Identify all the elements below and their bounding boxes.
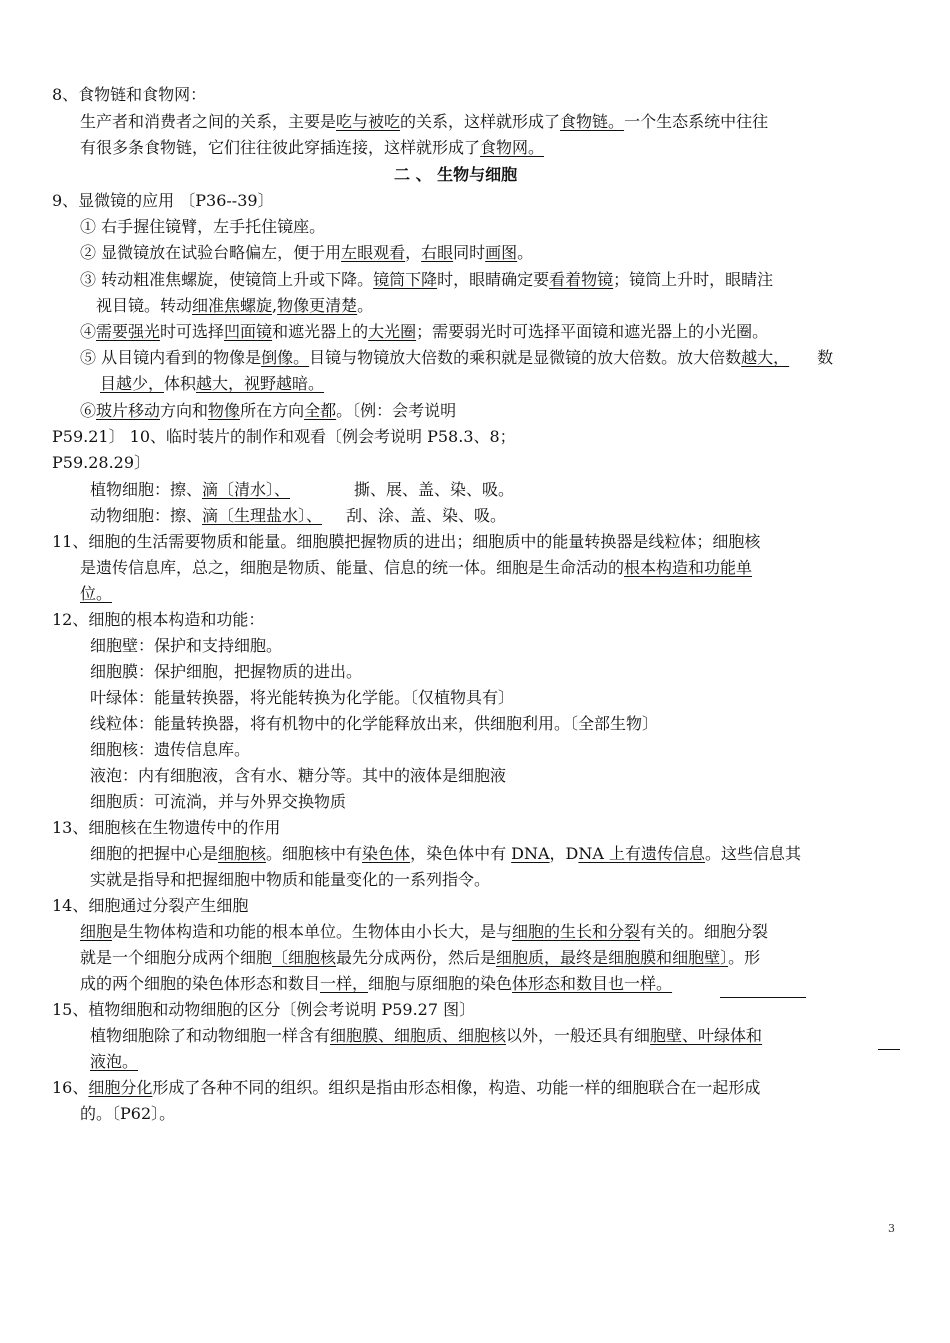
page-number: 3 — [888, 1222, 895, 1235]
paragraph-11-line-1: 11、细胞的生活需要物质和能量。细胞膜把握物质的进出；细胞质中的能量转换器是线粒体；细胞核 — [52, 532, 761, 551]
paragraph-14-line-2: 就是一个细胞分成两个细胞〔细胞核最先分成两份，然后是细胞质，最终是细胞膜和细胞壁〕。形 — [80, 948, 761, 967]
list-item: 细胞质：可流淌，并与外界交换物质 — [90, 792, 347, 811]
blank-underline — [720, 997, 806, 998]
plant-cell-steps: 植物细胞：擦、滴〔清水〕、 撕、展、盖、染、吸。 — [90, 480, 515, 499]
paragraph-15-line-2: 液泡。 — [90, 1052, 139, 1071]
list-item: 细胞核：遗传信息库。 — [90, 740, 251, 759]
paragraph-11-line-2: 是遗传信息库，总之，细胞是物质、能量、信息的统一体。细胞是生命活动的根本构造和功能单 — [80, 558, 753, 577]
heading-10-line-2: P59.28.29〕 — [52, 453, 151, 472]
heading-15: 15、植物细胞和动物细胞的区分〔例会考说明 P59.27 图〕 — [52, 1000, 476, 1019]
heading-12: 12、细胞的根本构造和功能： — [52, 610, 265, 629]
heading-9: 9、显微镜的应用 〔P36--39〕 — [52, 191, 274, 210]
item-9-5-line-2: 目越少，体积越大，视野越暗。 — [100, 374, 325, 393]
paragraph-13-line-2: 实就是指导和把握细胞中物质和能量变化的一系列指令。 — [90, 870, 491, 889]
heading-13: 13、细胞核在生物遗传中的作用 — [52, 818, 281, 837]
blank-underline — [878, 1049, 900, 1050]
list-item: 线粒体：能量转换器，将有机物中的化学能释放出来，供细胞利用。〔全部生物〕 — [90, 714, 659, 733]
paragraph-14-line-3: 成的两个细胞的染色体形态和数目一样，细胞与原细胞的染色体形态和数目也一样。 — [80, 974, 673, 993]
item-9-3-line-1: ③ 转动粗准焦螺旋，使镜筒上升或下降。镜筒下降时，眼睛确定要看着物镜；镜筒上升时，眼睛注 — [80, 270, 774, 289]
paragraph-11-line-3: 位。 — [80, 584, 113, 603]
item-9-4: ④需要强光时可选择凹面镜和遮光器上的大光圈；需要弱光时可选择平面镜和遮光器上的小光圈。 — [80, 322, 769, 341]
paragraph-13-line-1: 细胞的把握中心是细胞核。细胞核中有染色体，染色体中有 DNA，DNA 上有遗传信息。这些信息其 — [90, 844, 802, 863]
paragraph-8-line-1: 生产者和消费者之间的关系，主要是吃与被吃的关系，这样就形成了食物链。一个生态系统中往往 — [80, 112, 769, 131]
item-9-1: ① 右手握住镜臂，左手托住镜座。 — [80, 217, 326, 236]
list-item: 叶绿体：能量转换器，将光能转换为化学能。〔仅植物具有〕 — [90, 688, 515, 707]
item-9-6: ⑥玻片移动方向和物像所在方向全都。〔例：会考说明 — [80, 401, 457, 420]
list-item: 细胞膜：保护细胞，把握物质的进出。 — [90, 662, 363, 681]
item-9-5-line-1: ⑤ 从目镜内看到的物像是倒像。目镜与物镜放大倍数的乘积就是显微镜的放大倍数。放大倍数越大， 数 — [80, 348, 834, 367]
list-item: 细胞壁：保护和支持细胞。 — [90, 636, 283, 655]
item-9-2: ② 显微镜放在试验台略偏左，便于用左眼观看，右眼同时画图。 — [80, 243, 534, 262]
paragraph-15-line-1: 植物细胞除了和动物细胞一样含有细胞膜、细胞质、细胞核以外，一般还具有细胞壁、叶绿体和 — [90, 1026, 763, 1045]
underlined-term: 食物链。 — [560, 112, 625, 131]
underlined-term: 吃与被吃 — [336, 112, 401, 131]
paragraph-8-line-2: 有很多条食物链，它们往往彼此穿插连接，这样就形成了食物网。 — [80, 138, 545, 157]
paragraph-14-line-1: 细胞是生物体构造和功能的根本单位。生物体由小长大，是与细胞的生长和分裂有关的。细胞分裂 — [80, 922, 769, 941]
paragraph-16-line-2: 的。〔P62〕。 — [80, 1104, 176, 1123]
paragraph-16-line-1: 16、细胞分化形成了各种不同的组织。组织是指由形态相像，构造、功能一样的细胞联合在一起形成 — [52, 1078, 761, 1097]
heading-14: 14、细胞通过分裂产生细胞 — [52, 896, 249, 915]
list-item: 液泡：内有细胞液，含有水、糖分等。其中的液体是细胞液 — [90, 766, 507, 785]
section-title: 二 、 生物与细胞 — [394, 165, 518, 184]
animal-cell-steps: 动物细胞：擦、滴〔生理盐水〕、 刮、涂、盖、染、吸。 — [90, 506, 507, 525]
underlined-term: 食物网。 — [480, 138, 545, 157]
heading-8: 8、食物链和食物网： — [52, 85, 207, 104]
heading-10-line-1: P59.21〕 10、临时装片的制作和观看〔例会考说明 P58.3、8； — [52, 427, 516, 446]
item-9-3-line-2: 视目镜。转动细准焦螺旋,物像更清楚。 — [96, 296, 374, 315]
